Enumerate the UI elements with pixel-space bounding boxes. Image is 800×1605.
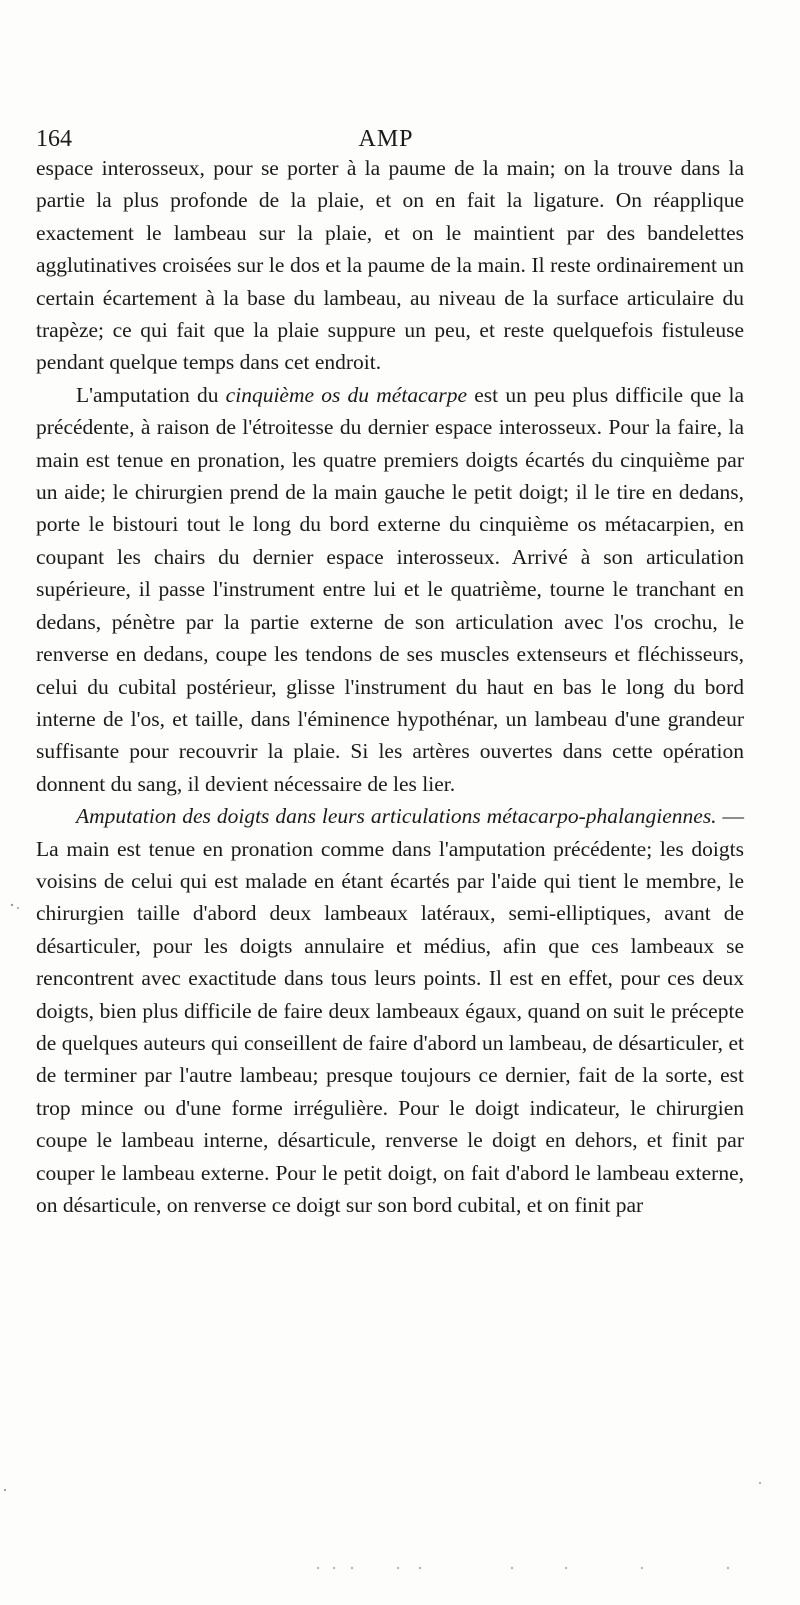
speck — [565, 1567, 567, 1569]
speck — [759, 1482, 761, 1484]
paragraph-fifth-metacarpal — [36, 379, 744, 800]
speck — [727, 1567, 729, 1569]
paragraph-finger-amputation — [36, 800, 744, 1221]
paragraph-lead: L'amputation du — [76, 382, 226, 407]
section-heading-italic: Amputation des doigts dans leurs articulations métacarpo-phalangiennes. — [76, 804, 717, 829]
page-number: 164 — [36, 126, 72, 152]
speck — [333, 1567, 335, 1569]
speck — [641, 1567, 643, 1569]
speck — [317, 1567, 319, 1569]
italic-term: cinquième os du métacarpe — [225, 382, 468, 407]
body-text — [36, 152, 744, 1221]
paragraph-continuation: espace interosseux, pour se porter à la paume de la main; on la trouve dans la partie la plus profonde de la plaie, et on en fait la ligature. On réapplique exactement le lambeau sur la plaie, et on le maintient par des bandelettes agglutinatives croisées sur le dos et la paume de la main. Il reste ordinairement un certain écartement à la base du lambeau, au niveau de la surface articulaire du trapèze; ce qui fait que la plaie suppure un peu, et reste quelquefois fistuleuse pendant quelque temps dans cet endroit. — [36, 156, 744, 375]
paragraph-body: — La main est tenue en pronation comme dans l'amputation précédente; les doigts voisins de celui qui est malade en étant écartés par l'aide qui tient le membre, le chirurgien taille d'abord deux lambeaux latéraux, semi-elliptiques, avant de désarticuler, pour les doigts annulaire et médius, afin que ces lambeaux se rencontrent avec exactitude dans tous leurs points. Il est en effet, pour ces deux doigts, bien plus difficile de faire deux lambeaux égaux, quand on suit le précepte de quelques auteurs qui conseillent de faire d'abord un lambeau, de désarticuler, et de terminer par l'autre lambeau; presque toujours ce dernier, fait de la sorte, est trop mince ou d'une forme irrégulière. Pour le doigt indicateur, le chirurgien coupe le lambeau interne, désarticule, renverse le doigt en dehors, et finit par couper le lambeau externe. Pour le petit doigt, on fait d'abord le lambeau externe, on désarticule, on renverse ce doigt sur son bord cubital, et on finit par — [36, 804, 744, 1217]
speck — [11, 904, 13, 906]
speck — [397, 1567, 399, 1569]
speck — [511, 1567, 513, 1569]
speck — [351, 1567, 353, 1569]
paragraph-body: est un peu plus difficile que la précédente, à raison de l'étroitesse du dernier espace interosseux. Pour la faire, la main est tenue en pronation, les quatre premiers doigts écartés du cinquième par un aide; le chirurgien prend de la main gauche le petit doigt; il le tire en dedans, porte le bistouri tout le long du bord externe du cinquième os métacarpien, en coupant les chairs du dernier espace interosseux. Arrivé à son articulation supérieure, il passe l'instrument entre lui et le quatrième, tourne le tranchant en dedans, pénètre par la partie externe de son articulation avec l'os crochu, le renverse en dedans, coupe les tendons de ses muscles extenseurs et fléchisseurs, celui du cubital postérieur, glisse l'instrument du haut en bas le long du bord interne de l'os, et taille, dans l'éminence hypothénar, un lambeau d'une grandeur suffisante pour recouvrir la plaie. Si les artères ouvertes dans cette opération donnent du sang, il devient nécessaire de les lier. — [36, 382, 744, 796]
speck — [4, 1489, 6, 1491]
running-head: AMP — [358, 126, 414, 152]
speck — [419, 1567, 421, 1569]
speck — [17, 907, 19, 909]
